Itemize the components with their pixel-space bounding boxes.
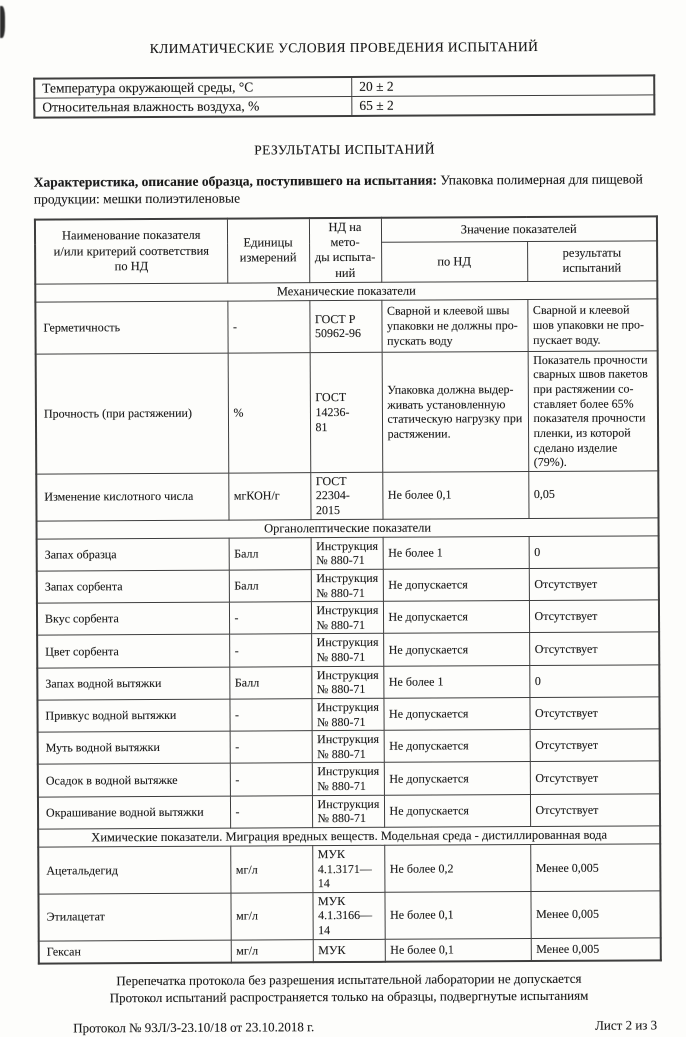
norm-value-cell: Не более 0,2 xyxy=(384,844,530,892)
table-row xyxy=(38,844,660,894)
indicator-name-cell: Вкус сорбента xyxy=(37,602,229,635)
indicator-name-cell: Герметичность xyxy=(35,301,227,354)
table-row xyxy=(37,535,659,571)
unit-cell: мг/л xyxy=(230,846,312,893)
test-result-cell: 0 xyxy=(529,664,659,697)
method-doc-cell: Инструкция № 880-71 xyxy=(311,569,383,602)
indicator-name-cell: Запах сорбента xyxy=(37,570,229,603)
test-result-cell: Отсутствует xyxy=(529,697,659,730)
method-doc-cell: Инструкция № 880-71 xyxy=(311,634,383,667)
unit-cell: мг/л xyxy=(230,892,312,939)
test-result-cell: Отсутствует xyxy=(530,793,660,826)
indicator-name-cell: Этилацетат xyxy=(38,893,230,941)
table-row xyxy=(38,761,660,797)
results-table-head xyxy=(35,216,657,284)
norm-value-cell: Не допускается xyxy=(384,730,530,763)
unit-cell: мг/л xyxy=(231,939,313,962)
unit-cell: - xyxy=(230,763,312,796)
footer-note-scope: Протокол испытаний распространяется только на образцы, подвергнутые испытаниям xyxy=(109,987,589,1005)
climate-param-label: Температура окружающей среды, °С xyxy=(34,77,352,98)
sample-description-value: Упаковка полимерная для пищевой продукции: мешки полиэтиленовые xyxy=(33,171,643,207)
unit-cell: % xyxy=(228,352,311,472)
indicator-name-cell: Ацетальдегид xyxy=(38,846,230,894)
method-doc-cell: Инструкция № 880-71 xyxy=(311,666,383,699)
test-result-cell: Менее 0,005 xyxy=(530,891,660,939)
table-row xyxy=(36,351,659,474)
climate-param-value: 65 ± 2 xyxy=(352,95,655,116)
unit-cell: - xyxy=(230,731,312,764)
climate-param-label: Относительная влажность воздуха, % xyxy=(34,96,352,117)
results-table-body xyxy=(35,281,661,964)
climate-table-row xyxy=(34,95,654,118)
table-row xyxy=(37,697,659,733)
table-row xyxy=(38,729,660,765)
unit-cell: Балл xyxy=(229,570,311,603)
test-result-cell: Отсутствует xyxy=(529,632,659,665)
indicator-name-cell: Привкус водной вытяжки xyxy=(37,699,229,732)
scan-edge-artifact xyxy=(0,6,5,38)
norm-value-cell: Упаковка должна выдер- живать установленную статическую нагрузку при растяжении. xyxy=(382,351,529,472)
table-section-label: Органолептические показатели xyxy=(37,517,659,538)
unit-cell: - xyxy=(229,634,311,667)
norm-value-cell: Не допускается xyxy=(383,568,529,601)
column-header-value-group: Значение показателей xyxy=(381,216,657,242)
test-results-table xyxy=(34,215,662,965)
test-result-cell: Отсутствует xyxy=(529,600,659,633)
method-doc-cell: ГОСТ 22304- 2015 xyxy=(310,472,382,519)
sheet-number: Лист 2 из 3 xyxy=(595,1017,658,1034)
unit-cell: - xyxy=(230,795,312,828)
table-section-label: Механические показатели xyxy=(35,281,657,302)
method-doc-cell: Инструкция № 880-71 xyxy=(311,601,383,634)
climate-param-value: 20 ± 2 xyxy=(352,75,655,96)
method-doc-cell: Инструкция № 880-71 xyxy=(312,795,384,828)
column-header-indicator-name: Наименование показателя и/или критерий соответствия по НД xyxy=(35,218,227,284)
footer-row xyxy=(38,1018,660,1037)
table-row xyxy=(37,600,659,636)
norm-value-cell: Не допускается xyxy=(383,601,529,634)
unit-cell: - xyxy=(229,699,311,732)
norm-value-cell: Не более 0,1 xyxy=(382,471,528,519)
method-doc-cell: МУК 4.1.3171—14 xyxy=(312,845,384,892)
method-doc-cell: ГОСТ Р 50962-96 xyxy=(309,300,381,352)
test-results-title: РЕЗУЛЬТАТЫ ИСПЫТАНИЙ xyxy=(254,141,435,158)
test-result-cell: Отсутствует xyxy=(529,568,659,601)
table-row xyxy=(36,471,658,521)
indicator-name-cell: Запах водной вытяжки xyxy=(37,667,229,700)
indicator-name-cell: Изменение кислотного числа xyxy=(36,473,228,521)
norm-value-cell: Не допускается xyxy=(383,633,529,666)
norm-value-cell: Не допускается xyxy=(384,794,530,827)
footer-note-reprint: Перепечатка протокола без разрешения испытательной лаборатории не допускается xyxy=(116,970,582,989)
table-section-label: Химические показатели. Миграция вредных веществ. Модельная среда - дистиллированная вода xyxy=(38,826,660,847)
indicator-name-cell: Окрашивание водной вытяжки xyxy=(38,796,230,829)
unit-cell: Балл xyxy=(229,666,311,699)
unit-cell: - xyxy=(227,300,309,352)
table-row xyxy=(37,632,659,668)
test-result-cell: Сварной и клеевой шов упаковки не про- пускает воду. xyxy=(527,299,657,352)
indicator-name-cell: Цвет сорбента xyxy=(37,634,229,667)
column-header-method-doc: НД на мето- ды испыта- ний xyxy=(309,218,381,283)
method-doc-cell: Инструкция № 880-71 xyxy=(312,730,384,763)
sample-description-label: Характеристика, описание образца, поступившего на испытания: xyxy=(33,172,438,190)
indicator-name-cell: Осадок в водной вытяжке xyxy=(38,763,230,796)
document-page xyxy=(33,38,660,1037)
test-result-cell: Показатель прочности сварных швов пакетов при растяжении со- ставляет более 65% показателя прочности пленки, из которой сделано изделие (79%). xyxy=(528,351,659,472)
method-doc-cell: МУК xyxy=(313,939,385,962)
climate-conditions-table xyxy=(33,74,655,118)
indicator-name-cell: Запах образца xyxy=(37,538,229,571)
indicator-name-cell: Прочность (при растяжении) xyxy=(36,353,229,474)
table-row xyxy=(37,664,659,700)
norm-value-cell: Не более 0,1 xyxy=(384,891,530,939)
norm-value-cell: Не более 0,1 xyxy=(385,938,531,962)
table-row xyxy=(38,891,660,941)
climate-conditions-title: КЛИМАТИЧЕСКИЕ УСЛОВИЯ ПРОВЕДЕНИЯ ИСПЫТАНИЙ xyxy=(149,38,539,57)
column-header-result: результаты испытаний xyxy=(527,241,657,281)
method-doc-cell: Инструкция № 880-71 xyxy=(312,763,384,796)
column-header-units: Единицы измерений xyxy=(227,218,309,283)
climate-table-body xyxy=(34,75,654,117)
test-result-cell: 0 xyxy=(529,535,659,568)
table-row xyxy=(39,937,661,963)
test-result-cell: Отсутствует xyxy=(530,761,660,794)
test-result-cell: Менее 0,005 xyxy=(531,937,661,961)
unit-cell: - xyxy=(229,602,311,635)
method-doc-cell: Инструкция № 880-71 xyxy=(311,698,383,731)
test-result-cell: Менее 0,005 xyxy=(530,844,660,892)
protocol-number: Протокол № 93Л/3-23.10/18 от 23.10.2018 г. xyxy=(73,1019,315,1036)
method-doc-cell: МУК 4.1.3166—14 xyxy=(312,892,384,939)
table-row xyxy=(37,568,659,604)
unit-cell: мгКОН/г xyxy=(228,472,310,519)
method-doc-cell: Инструкция № 880-71 xyxy=(311,537,383,570)
norm-value-cell: Не допускается xyxy=(384,762,530,795)
test-result-cell: 0,05 xyxy=(528,471,658,519)
norm-value-cell: Сварной и клеевой швы упаковки не должны про- пускать воду xyxy=(381,299,527,352)
indicator-name-cell: Муть водной вытяжки xyxy=(38,731,230,764)
column-header-norm: по НД xyxy=(381,242,527,282)
table-row xyxy=(35,299,657,354)
method-doc-cell: ГОСТ 14236- 81 xyxy=(310,352,383,472)
unit-cell: Балл xyxy=(229,537,311,570)
test-result-cell: Отсутствует xyxy=(530,729,660,762)
norm-value-cell: Не более 1 xyxy=(383,665,529,698)
sample-description xyxy=(34,171,656,208)
norm-value-cell: Не более 1 xyxy=(383,536,529,569)
norm-value-cell: Не допускается xyxy=(383,697,529,730)
table-row xyxy=(38,793,660,829)
indicator-name-cell: Гексан xyxy=(39,940,231,964)
